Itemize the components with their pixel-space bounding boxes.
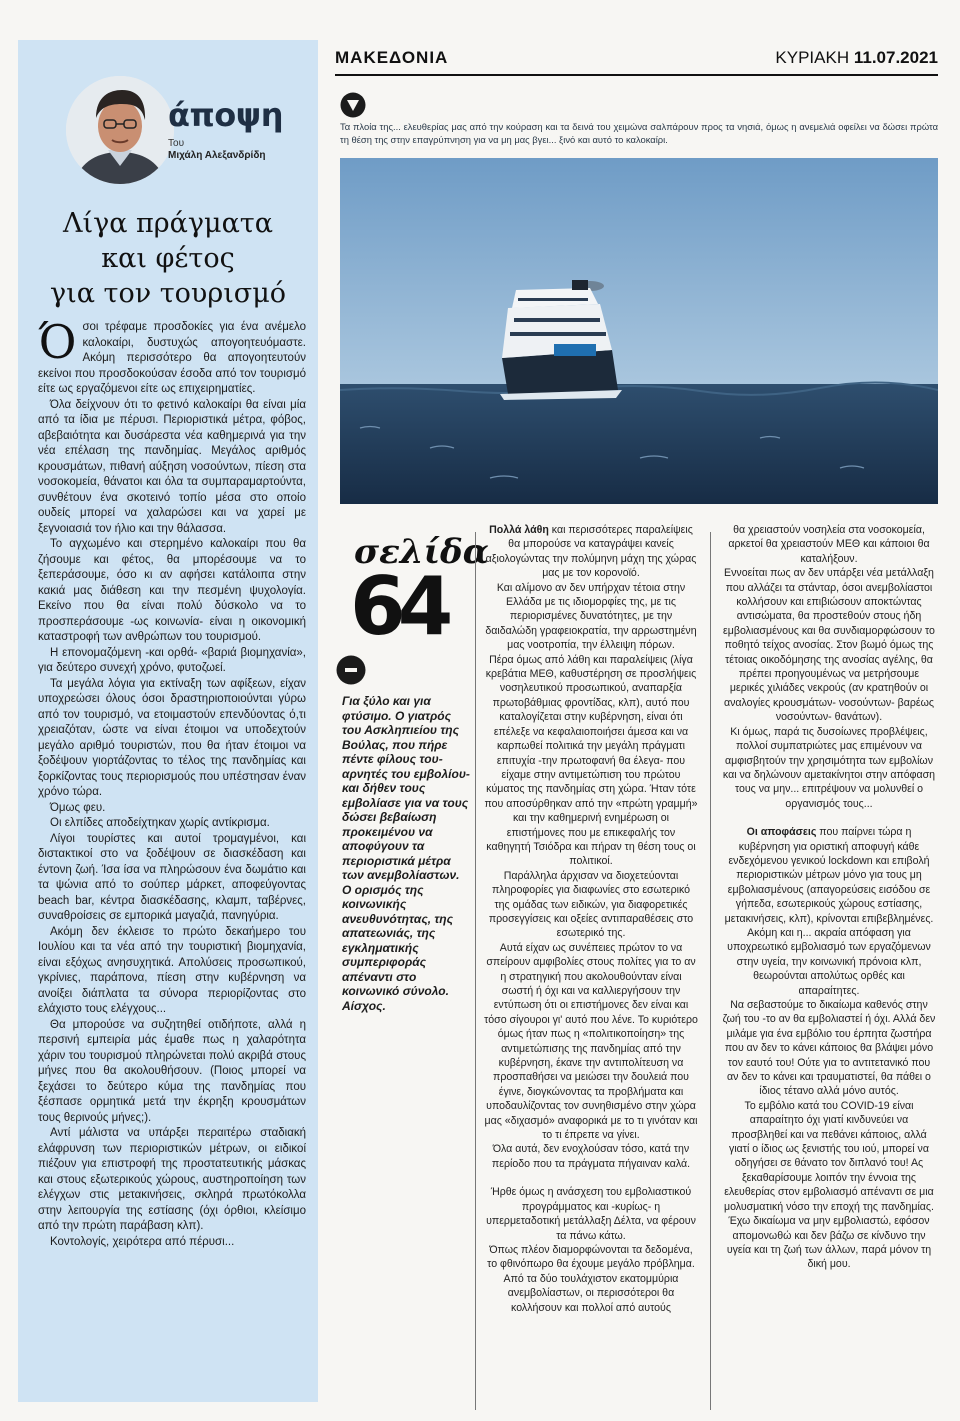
- issue-date-value: 11.07.2021: [853, 48, 938, 67]
- minus-circle-icon: [336, 655, 366, 685]
- paragraph: Να σεβαστούμε το δικαίωμα καθενός στην ζωή του -το αν θα εμβολιαστεί ή όχι. Αλλά δεν μιλάμε για ένα εμβόλιο του έρπητα ζωστήρα που αν δεν το κάνει κάποιος θα βλάψει μόνο τον εαυτό του! Ούτε για το αντιτετανικό που αν δεν το κάνει και τραυματιστεί, θα πάθει ο ίδιος τέτανο αλλά μόνο αυτός.: [722, 999, 936, 1098]
- author-prefix: Του: [168, 138, 185, 149]
- paragraph: Όσοι τρέφαμε προσδοκίες για ένα ανέμελο καλοκαίρι, δυστυχώς απογοητευόμαστε. Ακόμη περισσότερο θα απογοητευτούν εκείνοι που προσδοκούσαν έσοδα από τον τουρισμό είτε ως εργαζόμενοι είτε ως επιχειρηματίες.: [38, 315, 306, 395]
- lead-in: Οι αποφάσεις: [746, 826, 817, 839]
- author-photo: [66, 76, 174, 184]
- paragraph: Όμως φευ.: [50, 801, 106, 814]
- paragraph: Κοντολογίς, χειρότερα από πέρυσι...: [50, 1235, 235, 1248]
- paragraph: Κι όμως, παρά τις δυσοίωνες προβλέψεις, πολλοί συμπατριώτες μας επιμένουν να αμφισβητούν την χρησιμότητα των εμβολίων και να δηλώνουν αμετακίνητοι στην απόφαση τους να μην... επιτρέψουν να μολυνθεί ο οργανισμός τους...: [722, 725, 936, 810]
- headline-line: και φέτος: [101, 243, 235, 274]
- paragraph: Ακόμη δεν έκλεισε το πρώτο δεκαήμερο του Ιουλίου και τα νέα από την τουριστική βιομηχανία, είναι εξόχως ανησυχητικά. Απολύσεις προσωπικού, γκρίνιες, παράπονα, πίεση στην κυβέρνηση να ανοίξει διάπλατα τα σύνορα περιορίζοντας στο ελάχιστο τους ελέγχους...: [38, 925, 306, 1015]
- paragraph: Ήρθε όμως η ανάσχεση του εμβολιαστικού προγράμματος και -κυρίως- η υπερμεταδοτική μετάλλαξη Δέλτα, να φέρουν τα πάνω κάτω.: [486, 1186, 696, 1242]
- article-body: [38, 315, 306, 1250]
- paragraph: Πολλά λάθη και περισσότερες παραλείψεις θα μπορούσε να καταγράψει κανείς αξιολογώντας την πολύμηνη μάχη της χώρας μας με τον κορονοϊό.: [485, 524, 697, 580]
- article-headline: [28, 206, 308, 311]
- section-label: άποψη: [168, 96, 283, 134]
- column-divider: [710, 532, 711, 1410]
- page-box-number: 64: [350, 560, 446, 653]
- down-triangle-circle-icon: [340, 92, 366, 118]
- ferry-photo: [340, 158, 938, 504]
- paragraph: Λίγοι τουρίστες και αυτοί τρομαγμένοι, και διστακτικοί στο να ξοδέψουν σε διασκέδαση και έντονη ζωή. Ίσα ίσα να πληρώσουν ένα δωμάτιο και τα ψώνια από το σούπερ μάρκετ, αποφεύγοντας beach bar, κέντρα διασκέδασης, κλαμπ, ταβέρνες, συναθροίσεις σε εμπορικά μαγαζιά, πανηγύρια.: [38, 832, 306, 922]
- paragraph: Όπως πλέον διαμορφώνονται τα δεδομένα, το φθινόπωρο θα έχουμε μεγάλο πρόβλημα. Από τα δύο τουλάχιστον εκατομμύρια ανεμβολίαστων, οι περισσότεροι θα κολλήσουν και πολλοί από αυτούς: [487, 1243, 695, 1314]
- paragraph: Οι ελπίδες αποδείχτηκαν χωρίς αντίκρισμα.: [50, 817, 270, 829]
- paragraph: Ακόμη και η... ακραία απόφαση για υποχρεωτικό εμβολιασμό των εργαζόμενων στην υγεία, την κοινωνική πρόνοια κλπ, θεωρούνται απολύτως ορθές και απαραίτητες.: [727, 926, 931, 997]
- issue-day: ΚΥΡΙΑΚΗ: [775, 48, 850, 67]
- paragraph: Και αλίμονο αν δεν υπήρχαν τέτοια στην Ελλάδα με τις ιδιομορφίες της, με τις περιορισμένες δυνατότητες, με την δαιδαλώδη γραφειοκρατία, την αρρωστημένη μας νοοτροπία, την έλλειψη πόρων.: [485, 581, 697, 652]
- paragraph: θα χρειαστούν νοσηλεία στα νοσοκομεία, αρκετοί θα χρειαστούν ΜΕΘ και κάποιοι θα καταλήξουν.: [728, 524, 930, 565]
- paragraph: Αυτά είχαν ως συνέπειες πρώτον το να σπείρουν αμφιβολίες στους πολίτες για το αν η στρατηγική που ακολουθούνταν είναι σωστή ή όχι και να καλλιεργήσουν την εντύπωση ότι οι επιστήμονες δεν είναι και τόσο σίγουροι γι' αυτό που λένε. Το κυριότερο όμως ήταν πως η «πολιτικοποίηση» της αντιμετώπισης της πανδημίας από την κυβέρνηση, έκανε την αντιπολίτευση να προσπαθήσει να μειώσει την δουλειά που έγινε, διογκώνοντας τα προβλήματα και υποδαυλίζοντας τον συνηθισμένο στην χώρα μας «διχασμό» αναφορικά με το τι γινόταν και το τι έπρεπε να γίνει.: [484, 941, 698, 1142]
- paragraph: Θα μπορούσε να συζητηθεί οτιδήποτε, αλλά η περσινή εμπειρία μάς έμαθε πως η χαλαρότητα χάριν του τουρισμού πληρώνεται πολύ ακριβά στους μήνες που θα ακολουθήσουν. (Ποιος μπορεί να ξεχάσει το δεύτερο κύμα της πανδημίας που ξέσπασε ορμητικά μετά την έκρηξη κρουσμάτων τους θερινούς μήνες;).: [38, 1018, 306, 1124]
- paragraph: Εννοείται πως αν δεν υπάρξει νέα μετάλλαξη που αλλάζει τα στάνταρ, όσοι ανεμβολίαστοι κολλήσουν και επιβιώσουν αποκτώντας αντισώματα, θα προστεθούν στους ήδη εμβολιασμένους και θα συνδιαμορφώσουν το ποθητό τείχος ανοσίας. Στον βωμό όμως της τέτοιας οικοδόμησης της ανοσίας αγέλης, θα πρέπει προηγουμένως να μετρήσουμε μερικές χιλιάδες νεκρούς (αν κρατηθούν οι αναλογίες κρουσμάτων- νοσούντων- βαρέως νοσούντων- θανάτων).: [723, 567, 935, 724]
- opinion-column: [18, 40, 318, 1402]
- column-divider: [475, 532, 476, 1410]
- paragraph: Τα μεγάλα λόγια για εκτίναξη των αφίξεων, είχαν υποχρεώσει όλους όσοι δραστηριοποιούνται γύρω από τον τουρισμό, να ετοιμαστούν επενδύοντας ό,τι χρειαζόταν, ώστε να είναι έτοιμοι να υποδεχτούν μεγάλο αριθμό τουριστών, που θα ήταν έτοιμοι να ξοδέψουν γιορτάζοντας το τέλος της πανδημίας και ξορκίζοντας τους περιορισμούς που υπέστησαν έναν χρόνο τώρα.: [38, 677, 306, 798]
- paragraph: Παράλληλα άρχισαν να διοχετεύονται πληροφορίες για διαφωνίες στο εσωτερικό της ομάδας των ειδικών, για διαφορετικές προσεγγίσεις και οξείες αντιπαραθέσεις στο εσωτερικό της.: [488, 869, 694, 940]
- headline-line: για τον τουρισμό: [49, 278, 287, 309]
- issue-date: [775, 48, 938, 68]
- paragraph: Το αγχωμένο και στερημένο καλοκαίρι που θα ζήσουμε και φέτος, θα μπορέσουμε να το ξεπεράσουμε, όσο κι αν αφήσει κατάλοιπα στην κακιά μας διάθεση και την πεσμένη ψυχολογία. Εκείνο που θα είναι πολύ δύσκολο να το προσπεράσουμε -ως κοινωνία- είναι η οικονομική καταστροφή των ανθρώπων του τουρισμού.: [38, 538, 306, 643]
- newspaper-name: ΜΑΚΕΔΟΝΙΑ: [335, 48, 449, 67]
- paragraph: Όλα αυτά, δεν ενοχλούσαν τόσο, κατά την περίοδο που τα πράγματα πήγαιναν καλά.: [491, 1143, 691, 1170]
- paragraph: Οι αποφάσεις που παίρνει τώρα η κυβέρνηση για οριστική αποφυγή κάθε ενδεχόμενου γενικού lockdown και επιβολή περιοριστικών μέτρων μόνο για τους μη εμβολιασμένους (απαγορεύσεις εισόδου σε γήπεδα, εσωτερικούς χώρους εστίασης, μετακινήσεις, κλπ), κρίνονται επιβεβλημένες.: [724, 826, 934, 925]
- paragraph: Έχω δικαίωμα να μην εμβολιαστώ, εφόσον απομονωθώ και δεν βάζω σε κίνδυνο την υγεία και τη ζωή των άλλων, παρά μόνον τη δική μου.: [726, 1215, 932, 1271]
- page-box-label: σελίδα: [354, 532, 489, 572]
- article-column-3: [722, 523, 936, 1272]
- ferry-at-sea-image: [340, 158, 938, 504]
- side-note: Για ξύλο και για φτύσιμο. Ο γιατρός του Ασκληπιείου της Βούλας, που πήρε πέντε φίλους του-αρνητές του εμβολίου-και δήθεν τους εμβολίασε για να τους δώσει βεβαίωση προκειμένου να αποφύγουν τα περιοριστικά μέτρα των ανεμβολίαστων. Ο ορισμός της κοινωνικής ανευθυνότητας, της απατεωνιάς, της εγκληματικής συμπεριφοράς απέναντι στο κοινωνικό σύνολο. Αίσχος.: [342, 694, 470, 1013]
- article-column-2: [484, 523, 698, 1315]
- lead-in: Πολλά λάθη: [489, 524, 549, 536]
- paragraph: Αντί μάλιστα να υπάρξει περαιτέρω σταδιακή ελάφρυνση των περιοριστικών μέτρων, οι ειδικοί πιέζουν για επιστροφή της προστατευτικής μάσκας και στους εξωτερικούς χώρους, αυστηροποίηση των ελέγχων στις μετακινήσεις, σκληρά πρωτόκολλα στην λειτουργία της εστίασης (όχι όρθιοι, κλείσιμο από την πρώτη παράβαση κλπ).: [38, 1127, 306, 1232]
- author-name: Μιχάλη Αλεξανδρίδη: [168, 150, 266, 161]
- photo-caption: Τα πλοία της... ελευθερίας μας από την κούραση και τα δεινά του χειμώνα σαλπάρουν προς τα νησιά, όμως η ανεμελιά οφείλει να δώσει πρώτα τη θέση της στην επαγρύπνηση για να μη μας βγει... ξινό και αυτό το καλοκαίρι.: [340, 121, 938, 145]
- paragraph: Όλα δείχνουν ότι το φετινό καλοκαίρι θα είναι μία από τα ίδια με πέρυσι. Περιοριστικά μέτρα, φόβος, αβεβαιότητα και δυσάρεστα νέα καθημερινά για την νέα επέλαση της πανδημίας. Μεγάλος αριθμός κρουσμάτων, πιθανή αύξηση νοσούντων, πίεση στα νοσοκομεία, θάνατοι και όλα τα συμπαραμαρτούντα, συνθέτουν ένα σκοτεινό τοπίο μέσα στο οποίο ουδείς μπορεί να χαλαρώσει και να χαρεί με ξεγνοιασιά τον ήλιο και την θάλασσα.: [38, 398, 306, 535]
- headline-line: Λίγα πράγματα: [63, 208, 273, 239]
- author-portrait: [66, 76, 174, 184]
- page-masthead: [335, 44, 938, 76]
- paragraph: Το εμβόλιο κατά του COVID-19 είναι απαραίτητο όχι γιατί κινδυνεύει να προσβληθεί και να πεθάνει κάποιος, αλλά γιατί ο ίδιος ως ξενιστής του ιού, μπορεί να οδηγήσει σε θάνατο τον διπλανό του! Ας ξεκαθαρίσουμε λοιπόν την έννοια της ελευθερίας στον εμβολιασμό απέναντι σε μια μολυσματική νόσο την εποχή της πανδημίας.: [724, 1099, 934, 1213]
- paragraph: Πέρα όμως από λάθη και παραλείψεις (λίγα κρεβάτια ΜΕΘ, καθυστέρηση σε προσλήψεις νοσηλευτικού προσωπικού, αναπαρξία πρωτοβάθμιας φροντίδας, κλπ), αυτό που καταλογίζεται στην κυβέρνηση, είναι ότι επέλεξε να κεφαλαιοποιήσει άμεσα και να καρπωθεί πολιτικά την μεγάλη πράγματι επιτυχία -την πρωτοφανή θα έλεγα- που είχαμε στην αντιμετώπιση του πρώτου κύματος της πανδημίας στη χώρα. Ήταν τότε που αποσύρθηκαν από την «πρώτη γραμμή» και την καθημερινή ενημέρωση οι επιστήμονες που με επικεφαλής τον καθηγητή Τσιόδρα και πήραν τη θέση τους οι πολιτικοί.: [484, 653, 698, 868]
- drop-cap: Ό: [38, 315, 77, 369]
- paragraph: Η επονομαζόμενη -και ορθά- «βαριά βιομηχανία», για δεύτερο συνεχή χρόνο, φυτοζωεί.: [38, 646, 306, 674]
